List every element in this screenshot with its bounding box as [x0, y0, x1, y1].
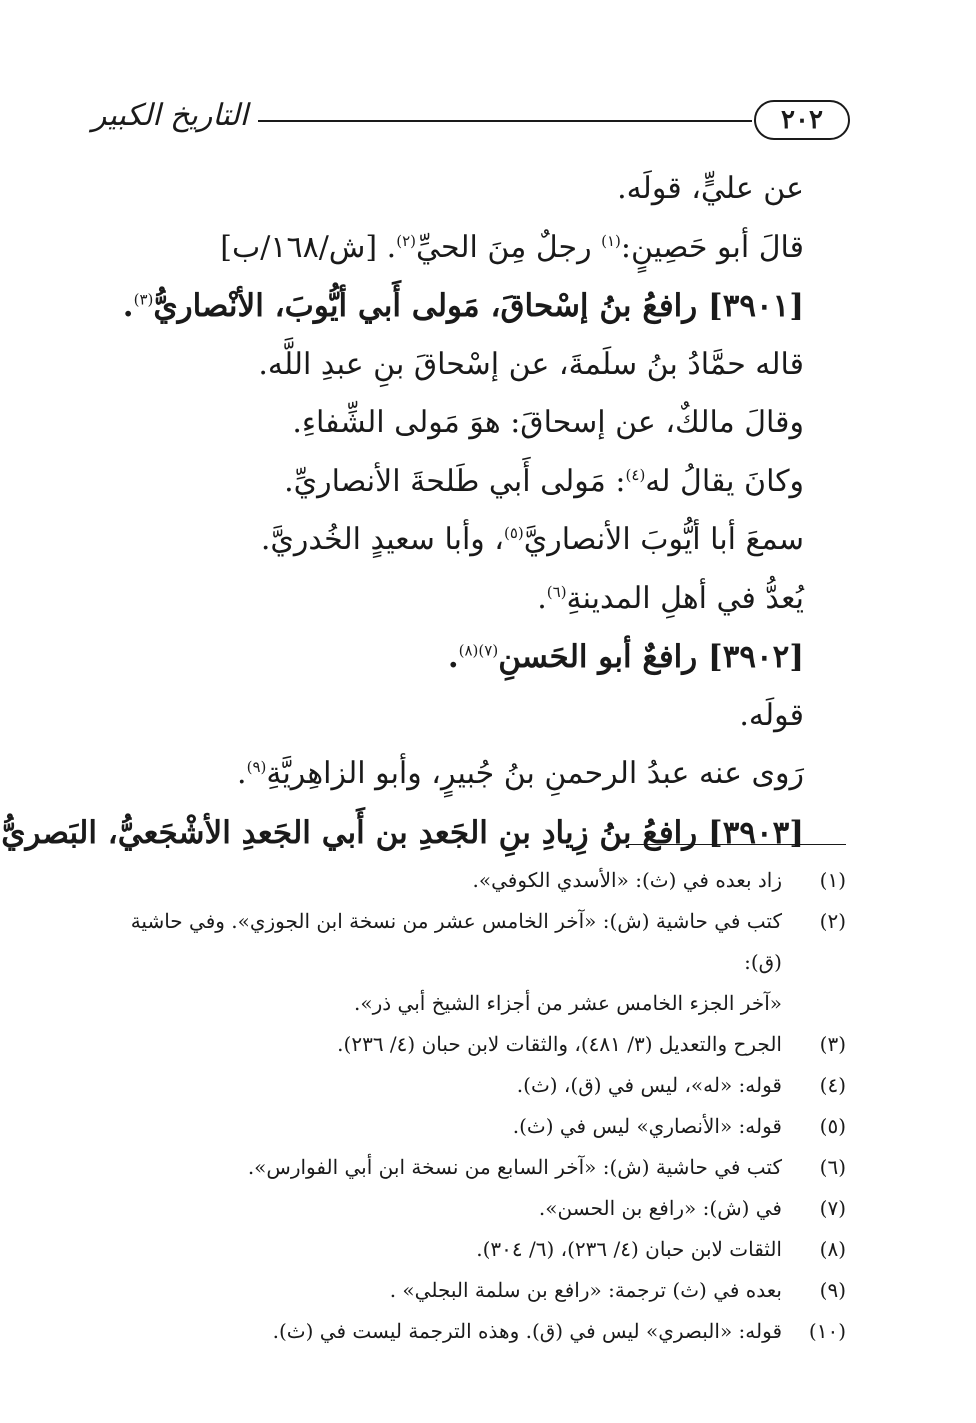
line-text: يُعدُّ في أهلِ المدينةِ — [566, 580, 804, 616]
footnote-line: كتب في حاشية (ش): «آخر السابع من نسخة ابن أبي الفوارس». — [247, 1155, 782, 1179]
footnote-marker: (٦) — [546, 582, 567, 601]
header-rule — [258, 120, 752, 122]
line-text-tail: ، وأبا سعيدٍ الخُدريَّ. — [260, 522, 504, 557]
line-text: [٣٩٠٢] رافعٌ أبو الحَسنِ — [498, 639, 804, 675]
footnote-text — [106, 1270, 796, 1311]
footnote-line: كتب في حاشية (ش): «آخر الخامس عشر من نسخة ابن الجوزي». وفي حاشية (ق): — [130, 909, 782, 974]
footnote-number: (٨) — [819, 1237, 846, 1261]
page-number: ٢٠٢ — [754, 100, 850, 140]
footnote-text — [106, 860, 796, 901]
line-text: وكانَ يقالُ له — [645, 463, 804, 499]
text-line — [104, 160, 804, 219]
line-text: وقالَ مالكٌ، عن إسحاقَ: هوَ مَولى الشِّفاءِ. — [292, 405, 804, 440]
text-line — [104, 745, 804, 804]
text-line — [104, 336, 804, 395]
footnote-number: (٧) — [819, 1196, 846, 1220]
line-text-tail: : مَولى أَبي طَلحةَ الأنصاريِّ. — [284, 463, 626, 499]
footnote-marker: (٤) — [625, 465, 646, 484]
footnote-text — [106, 1188, 796, 1229]
footnotes — [106, 860, 846, 1352]
footnote-number: (١٠) — [808, 1319, 846, 1343]
footnote-number: (١) — [819, 868, 846, 892]
text-line — [104, 687, 804, 746]
footnote-text — [106, 1106, 796, 1147]
line-text: رَوى عنه عبدُ الرحمنِ بنُ جُبيرٍ، وأبو الزاهِريَّةِ — [266, 756, 804, 791]
footnote-item — [106, 901, 846, 1024]
line-text-tail: . — [122, 288, 134, 324]
entry-heading — [104, 277, 804, 336]
footnote-separator — [628, 844, 846, 845]
text-line — [104, 453, 804, 512]
footnote-number: (٩) — [819, 1278, 846, 1302]
footnote-text — [106, 901, 796, 1024]
entry-heading — [104, 628, 804, 687]
footnote-item — [106, 1147, 846, 1188]
footnote-item — [106, 1311, 846, 1352]
footnote-item — [106, 860, 846, 901]
line-text: [٣٩٠١] رافعُ بنُ إسْحاقَ، مَولى أَبي أيُّوبَ، الأنْصاريُّ — [153, 288, 804, 324]
line-text: [٣٩٠٣] رافعُ بنُ زِيادِ بنِ الجَعدِ بن أَبي الجَعدِ الأشْجَعيُّ، البَصريُّ — [1, 814, 804, 851]
footnote-text — [106, 1065, 796, 1106]
footnote-text — [106, 1311, 796, 1352]
footnote-number: (٤) — [819, 1073, 846, 1097]
footnote-line: قوله: «له»، ليس في (ق)، (ث). — [516, 1073, 782, 1097]
entry-heading — [1, 804, 804, 863]
footnote-marker: (٢) — [396, 231, 416, 250]
footnote-item — [106, 1024, 846, 1065]
footnote-marker: (٩) — [246, 758, 267, 776]
book-title: التاريخ الكبير — [91, 98, 248, 133]
footnote-item — [106, 1270, 846, 1311]
footnote-line: قوله: «الأنصاري» ليس في (ث). — [512, 1114, 782, 1138]
footnote-item — [106, 1229, 846, 1270]
footnote-line: زاد بعده في (ث): «الأسدي الكوفي». — [472, 868, 782, 892]
footnote-text — [106, 1147, 796, 1188]
text-line — [104, 219, 804, 278]
running-header — [91, 98, 850, 148]
line-text-tail: . [ش/١٦٨/ب] — [220, 229, 397, 265]
footnote-line: في (ش): «رافع بن الحسن». — [538, 1196, 782, 1220]
line-text-tail: . — [447, 639, 459, 675]
footnote-marker: (٧)(٨) — [458, 641, 499, 660]
footnote-text — [106, 1229, 796, 1270]
line-text-tail: . — [537, 580, 547, 616]
footnote-line: الثقات لابن حبان (٤/ ٢٣٦)، (٦/ ٣٠٤). — [476, 1237, 782, 1261]
line-text: سمعَ أبا أيُّوبَ الأنصاريَّ — [523, 522, 804, 557]
footnote-item — [106, 1065, 846, 1106]
line-text-tail: . — [237, 756, 247, 791]
line-text: عن عليٍّ، قولَه. — [617, 171, 804, 206]
line-text: قالَ أبو حَصِينٍ: — [620, 229, 804, 265]
line-text: قاله حمَّادُ بنُ سلَمةَ، عن إسْحاقَ بنِ عبدِ اللَّه. — [258, 346, 804, 382]
footnote-number: (٢) — [819, 909, 846, 933]
line-text: قولَه. — [739, 697, 804, 733]
line-text-tail: رجلٌ مِنَ الحيِّ — [416, 229, 602, 265]
main-text — [1, 160, 804, 862]
footnote-number: (٥) — [819, 1114, 846, 1138]
footnote-line: بعده في (ث) ترجمة: «رافع بن سلمة البجلي» . — [389, 1278, 782, 1302]
footnote-marker: (١) — [601, 231, 621, 250]
footnote-item — [106, 1106, 846, 1147]
footnote-marker: (٣) — [133, 290, 154, 309]
footnote-marker: (٥) — [503, 524, 524, 542]
footnote-line: الجرح والتعديل (٣/ ٤٨١)، والثقات لابن حبان (٤/ ٢٣٦). — [337, 1032, 782, 1056]
text-line — [104, 511, 804, 570]
text-line — [104, 570, 804, 629]
footnote-line: «آخر الجزء الخامس عشر من أجزاء الشيخ أبي ذر». — [354, 991, 782, 1015]
footnote-number: (٣) — [819, 1032, 846, 1056]
footnote-line: قوله: «البصري» ليس في (ق). وهذه الترجمة ليست في (ث). — [272, 1319, 782, 1343]
footnote-item — [106, 1188, 846, 1229]
text-line — [104, 394, 804, 453]
footnote-number: (٦) — [819, 1155, 846, 1179]
footnote-text — [106, 1024, 796, 1065]
